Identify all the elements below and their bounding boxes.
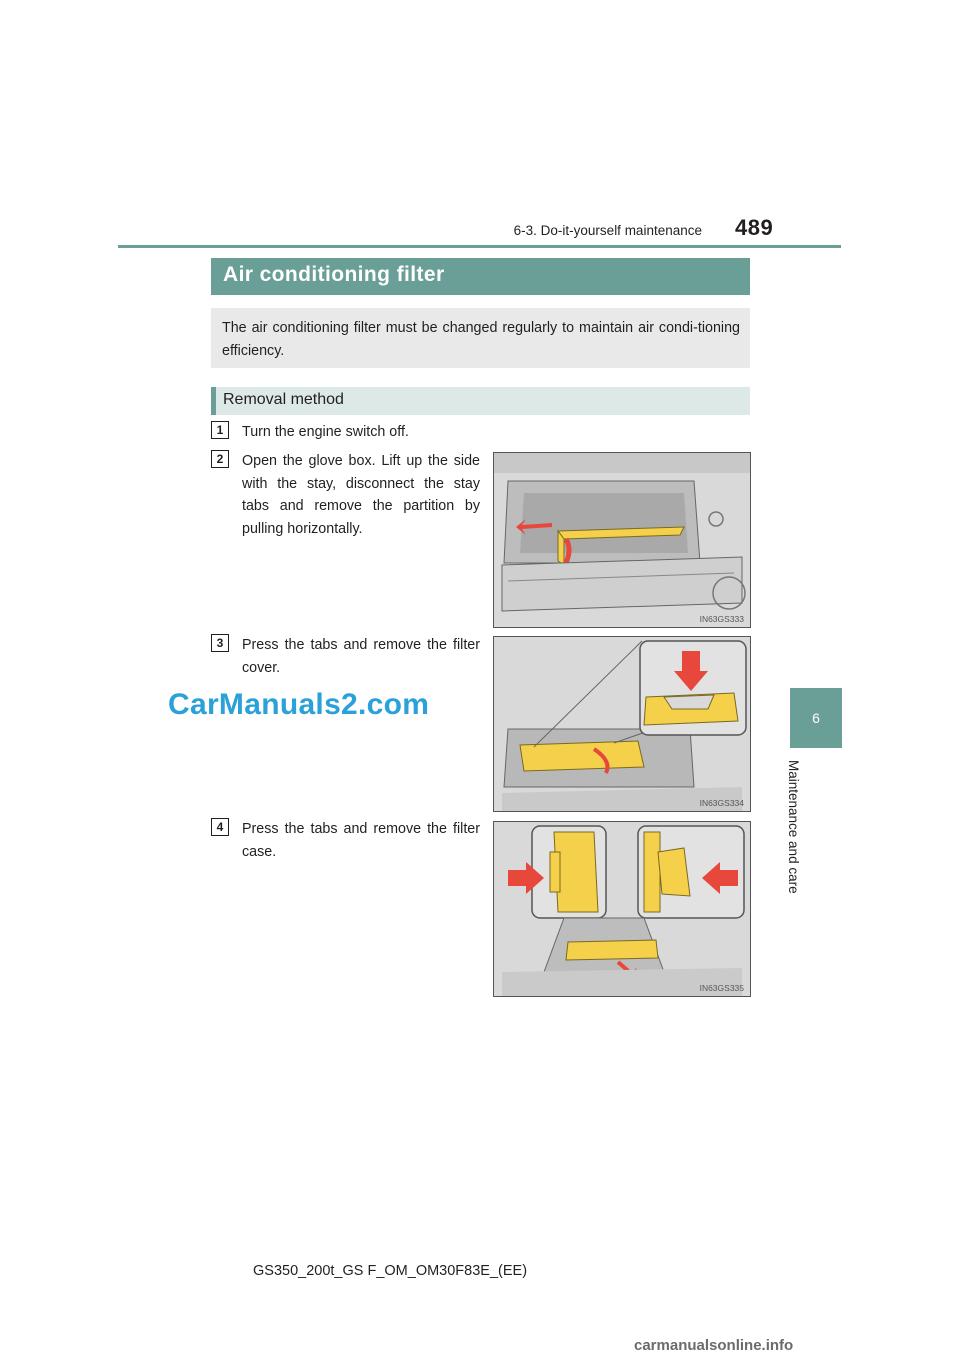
figure-code: IN63GS334 (699, 798, 744, 808)
chapter-title: Maintenance and care (786, 760, 801, 894)
step-number-3: 3 (211, 634, 229, 652)
page-number: 489 (735, 215, 774, 240)
running-header-section: 6-3. Do-it-yourself maintenance (513, 223, 702, 238)
step-number-1: 1 (211, 421, 229, 439)
step-text-1: Turn the engine switch off. (242, 424, 409, 440)
intro-text: The air conditioning filter must be changed regularly to maintain air condi-tioning efficiency. (222, 320, 740, 359)
footer-site-watermark: carmanualsonline.info (634, 1337, 794, 1354)
figure-4-illustration (494, 822, 750, 996)
step-number-4: 4 (211, 818, 229, 836)
step-text-2: Open the glove box. Lift up the side with the stay, disconnect the stay tabs and remove the partition by pulling horizontally. (242, 453, 480, 537)
subsection-title: Removal method (223, 391, 344, 408)
figure-filter-cover (493, 636, 751, 812)
chapter-tab: 6 (790, 688, 842, 748)
step-number-2: 2 (211, 450, 229, 468)
figure-glove-box-partition (493, 452, 751, 628)
figure-code: IN63GS333 (699, 614, 744, 624)
figure-2-illustration (494, 453, 750, 627)
figure-filter-case (493, 821, 751, 997)
header-rule (118, 245, 841, 248)
watermark-logo: CarManuals2.com (168, 688, 430, 721)
section-title: Air conditioning filter (223, 263, 445, 286)
step-text-3: Press the tabs and remove the filter cover. (242, 637, 480, 676)
footer-model-code: GS350_200t_GS F_OM_OM30F83E_(EE) (253, 1263, 528, 1279)
chapter-title-vertical (777, 760, 805, 910)
figure-3-illustration (494, 637, 750, 811)
subsection-accent (211, 387, 216, 415)
step-text-4: Press the tabs and remove the filter case. (242, 821, 480, 860)
figure-code: IN63GS335 (699, 983, 744, 993)
